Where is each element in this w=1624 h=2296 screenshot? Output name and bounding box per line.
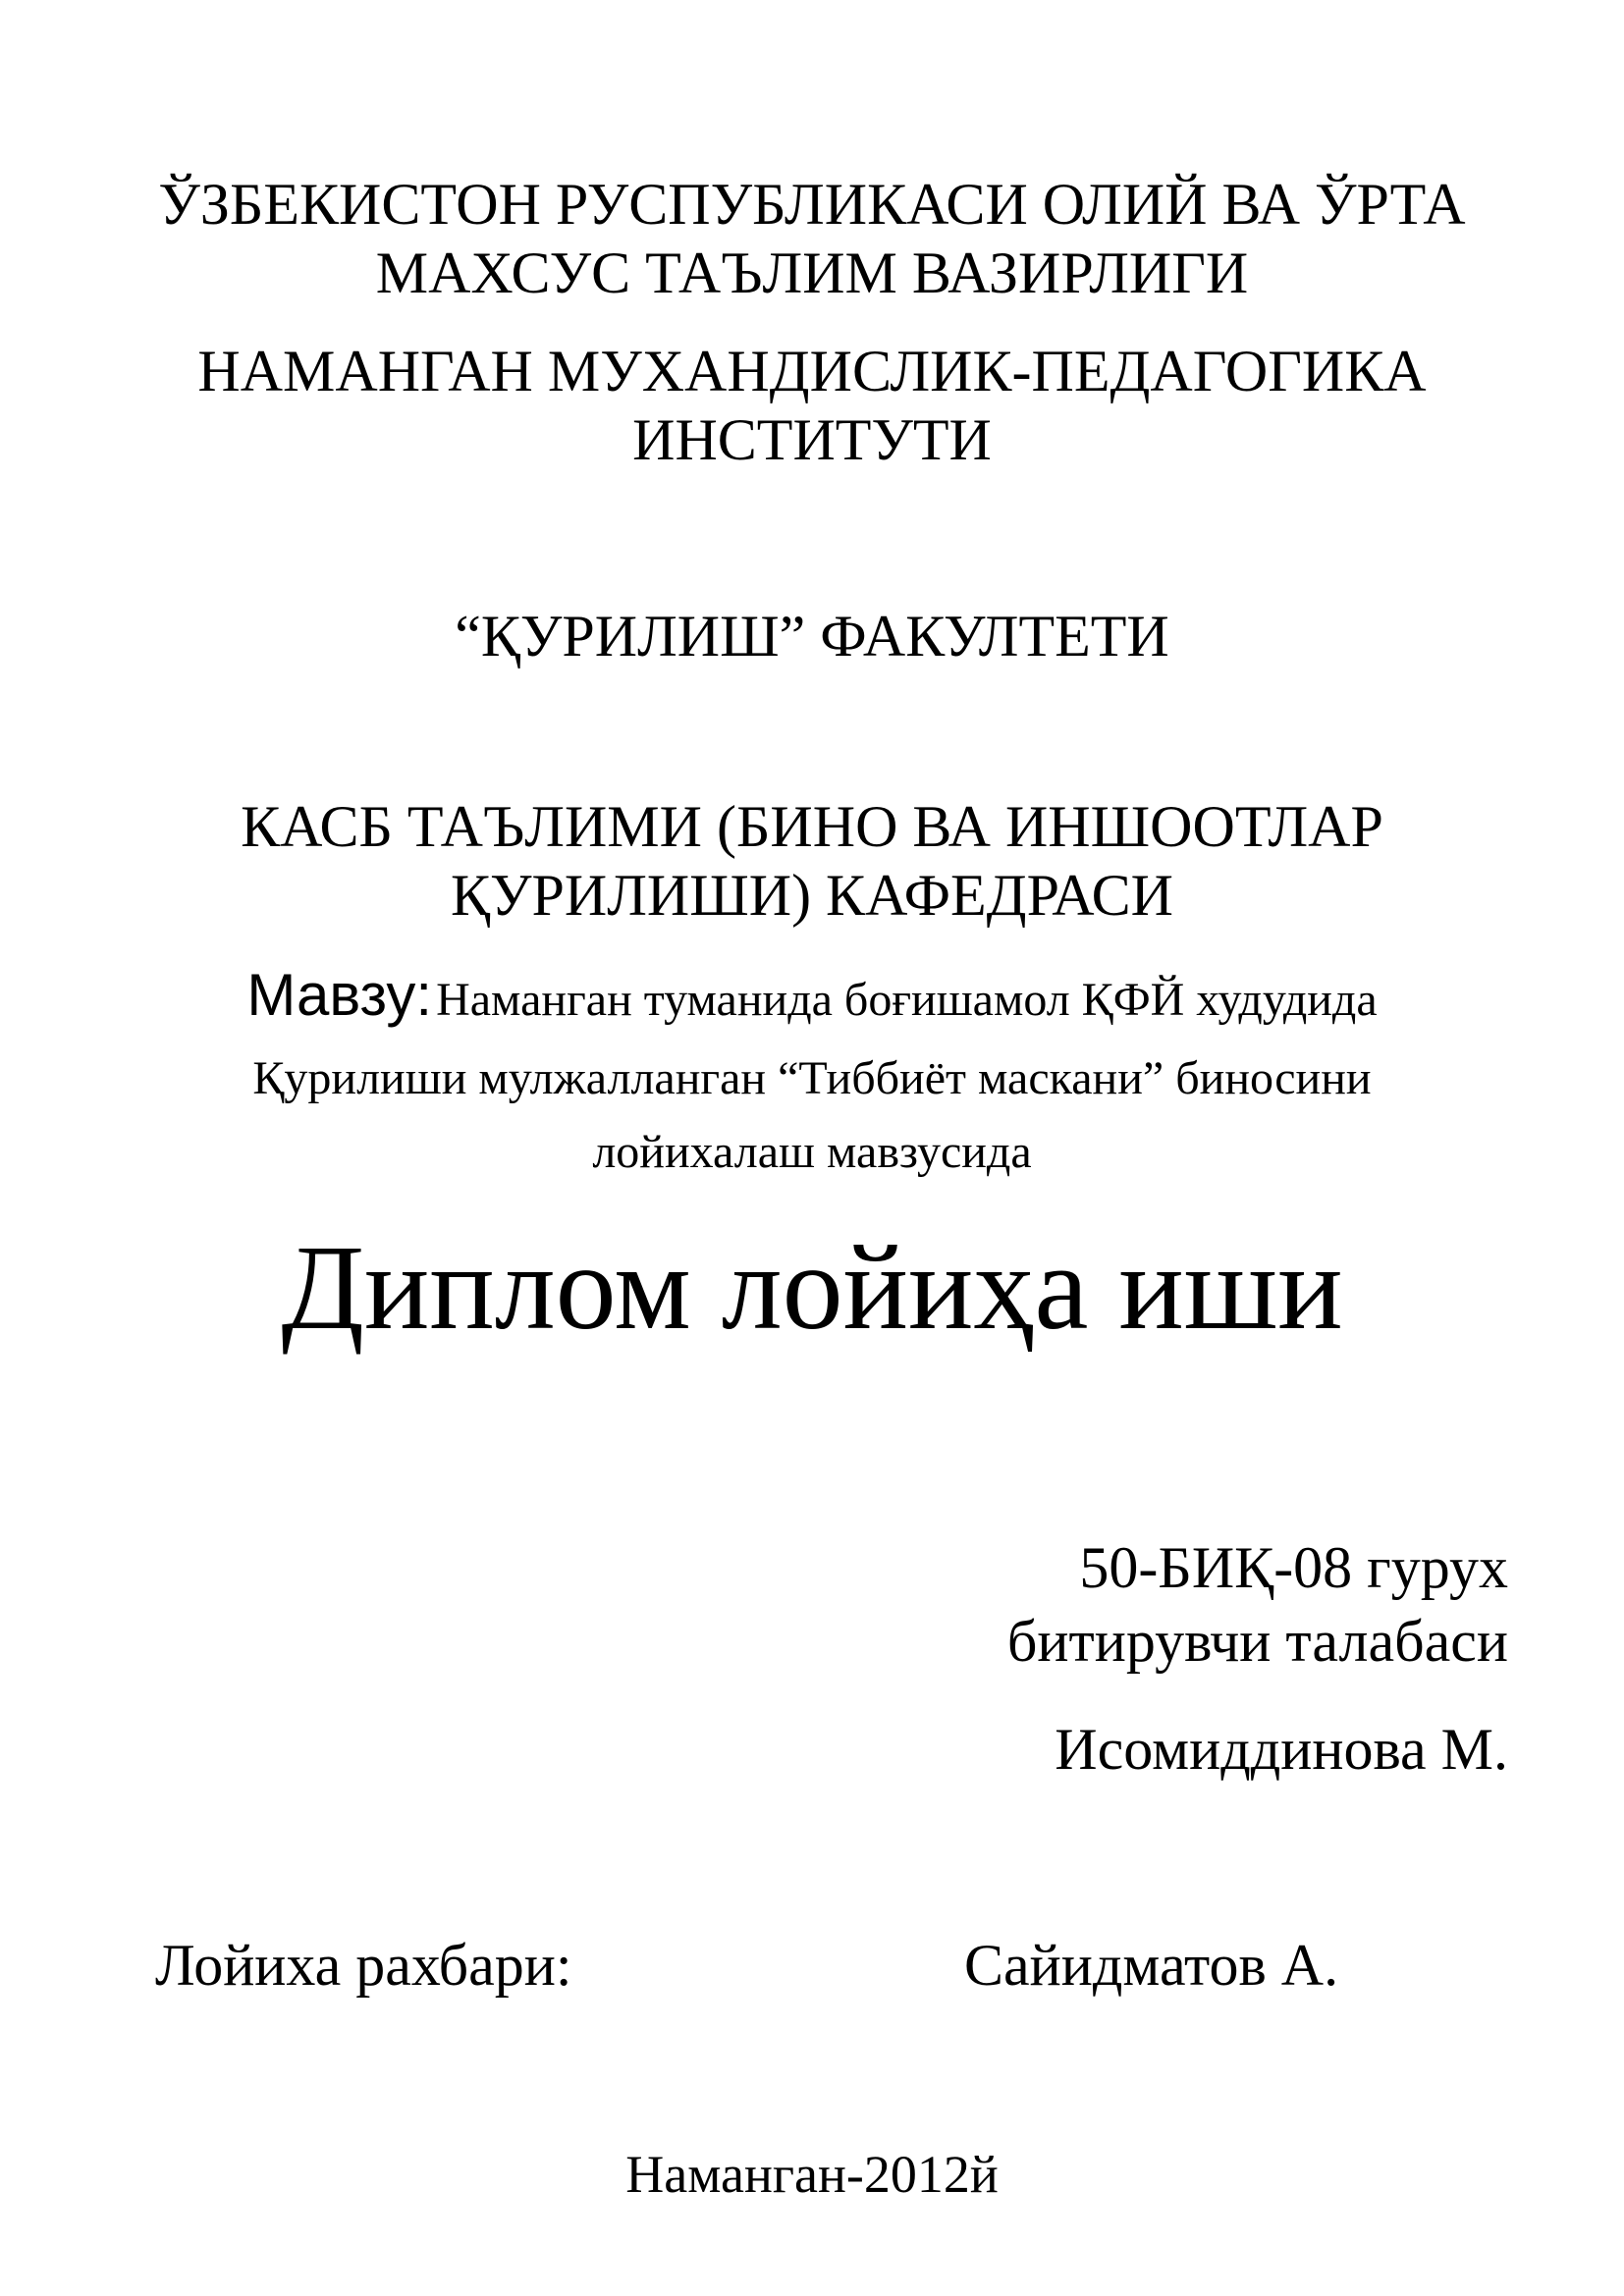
ministry-line-2: МАХСУС ТАЪЛИМ ВАЗИРЛИГИ (375, 240, 1249, 305)
department-line-1: КАСБ ТАЪЛИМИ (БИНО ВА ИНШООТЛАР (241, 794, 1383, 859)
student-status: битирувчи талабаси (1006, 1609, 1508, 1674)
city-year: Наманган-2012й (625, 2145, 999, 2204)
department-line-2: ҚУРИЛИШИ) КАФЕДРАСИ (451, 863, 1173, 928)
topic-line-3: лойихалаш мавзусида (592, 1126, 1032, 1178)
topic-line-1 (0, 962, 1624, 1028)
document-title: Диплом лойиҳа иши (281, 1220, 1343, 1355)
institute-line-2: ИНСТИТУТИ (632, 407, 992, 472)
institute-line-1: НАМАНГАН МУХАНДИСЛИК-ПЕДАГОГИКА (197, 339, 1427, 403)
supervisor-label: Лойиха рахбари: (155, 1933, 572, 1998)
student-group: 50-БИҚ-08 гурух (1079, 1535, 1508, 1600)
student-name: Исомиддинова М. (1055, 1717, 1508, 1782)
topic-text-1: Наманган туманида боғишамол ҚФЙ худудида (436, 974, 1378, 1026)
topic-label: Мавзу: (246, 962, 433, 1028)
ministry-line-1: ЎЗБЕКИСТОН РУСПУБЛИКАСИ ОЛИЙ ВА ЎРТА (158, 172, 1466, 237)
supervisor-name: Сайидматов А. (964, 1933, 1339, 1998)
topic-line-2: Қурилиши мулжалланган “Тиббиёт маскани” биносини (252, 1052, 1372, 1104)
faculty-name: “ҚУРИЛИШ” ФАКУЛТЕТИ (455, 604, 1169, 668)
